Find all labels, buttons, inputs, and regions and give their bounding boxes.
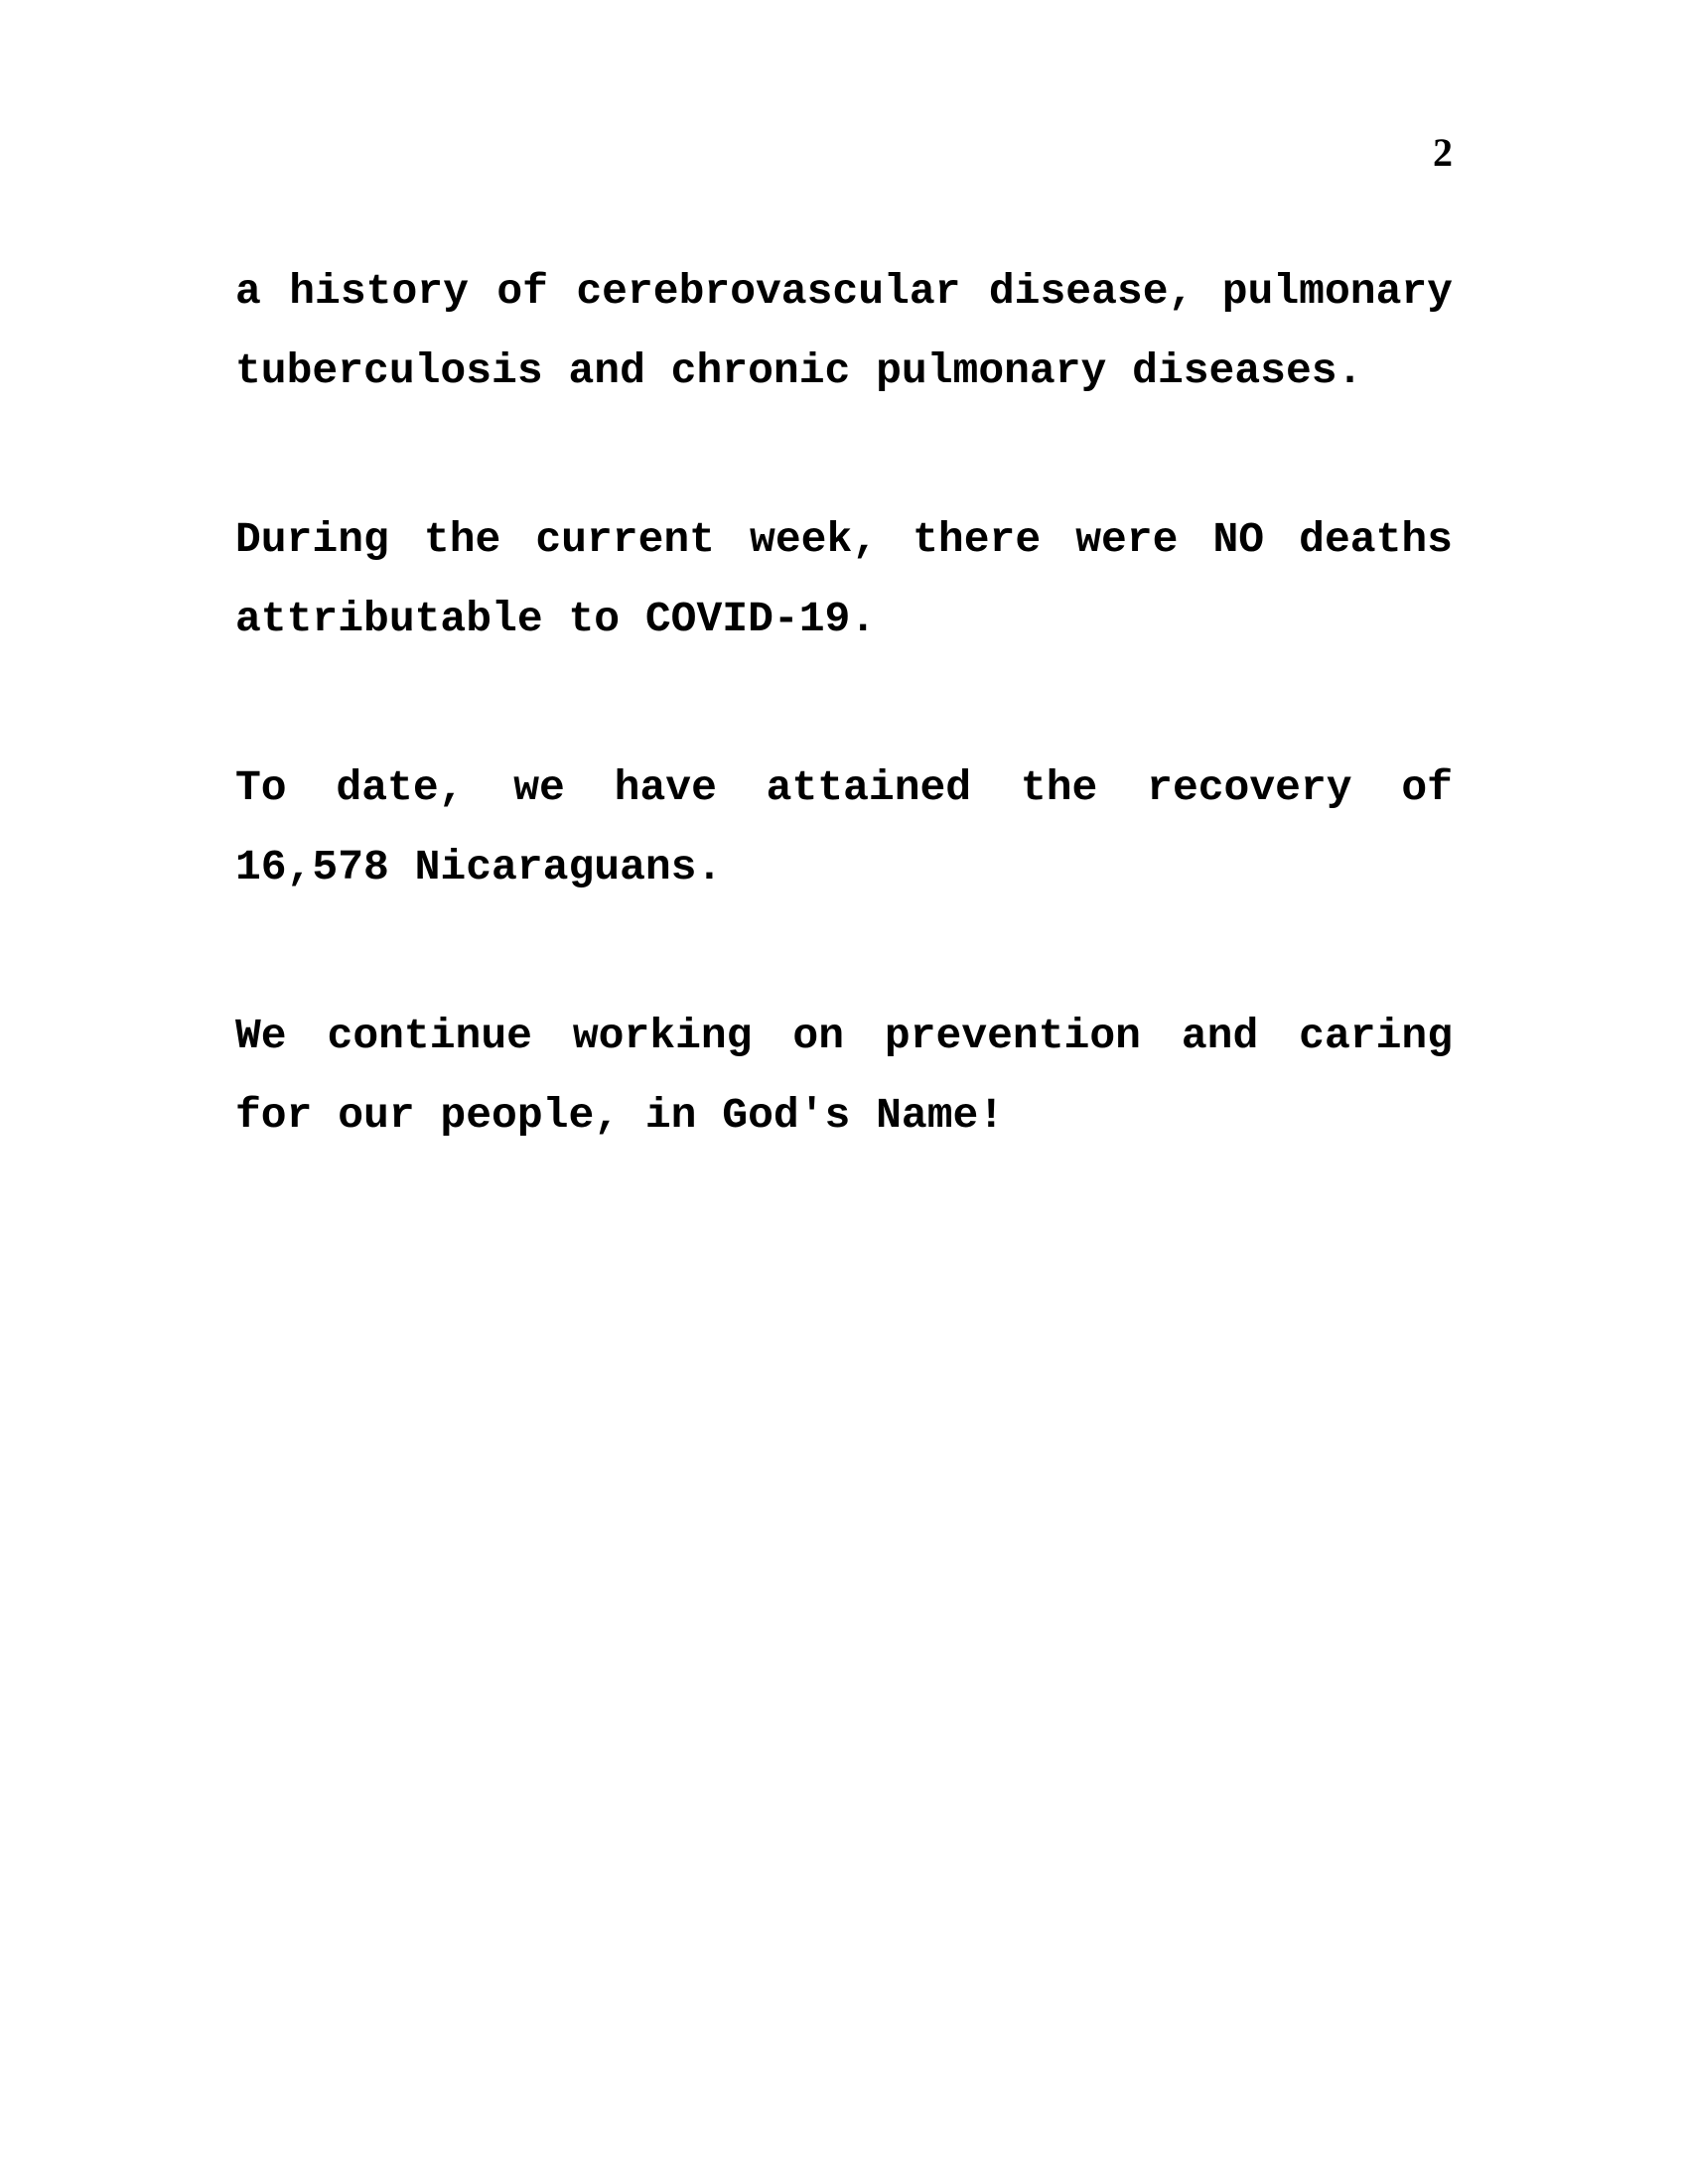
page-number: 2 (1433, 130, 1453, 175)
paragraph-prevention: We continue working on prevention and caring for our people, in God's Name! (235, 1012, 1453, 1140)
paragraph-recovery: To date, we have attained the recovery of 16,578 Nicaraguans. (235, 763, 1453, 891)
paragraph-history: a history of cerebrovascular disease, pulmonary tuberculosis and chronic pulmonary diseases. (235, 267, 1453, 395)
document-body (235, 252, 1453, 1156)
paragraph-no-deaths: During the current week, there were NO deaths attributable to COVID-19. (235, 515, 1453, 643)
